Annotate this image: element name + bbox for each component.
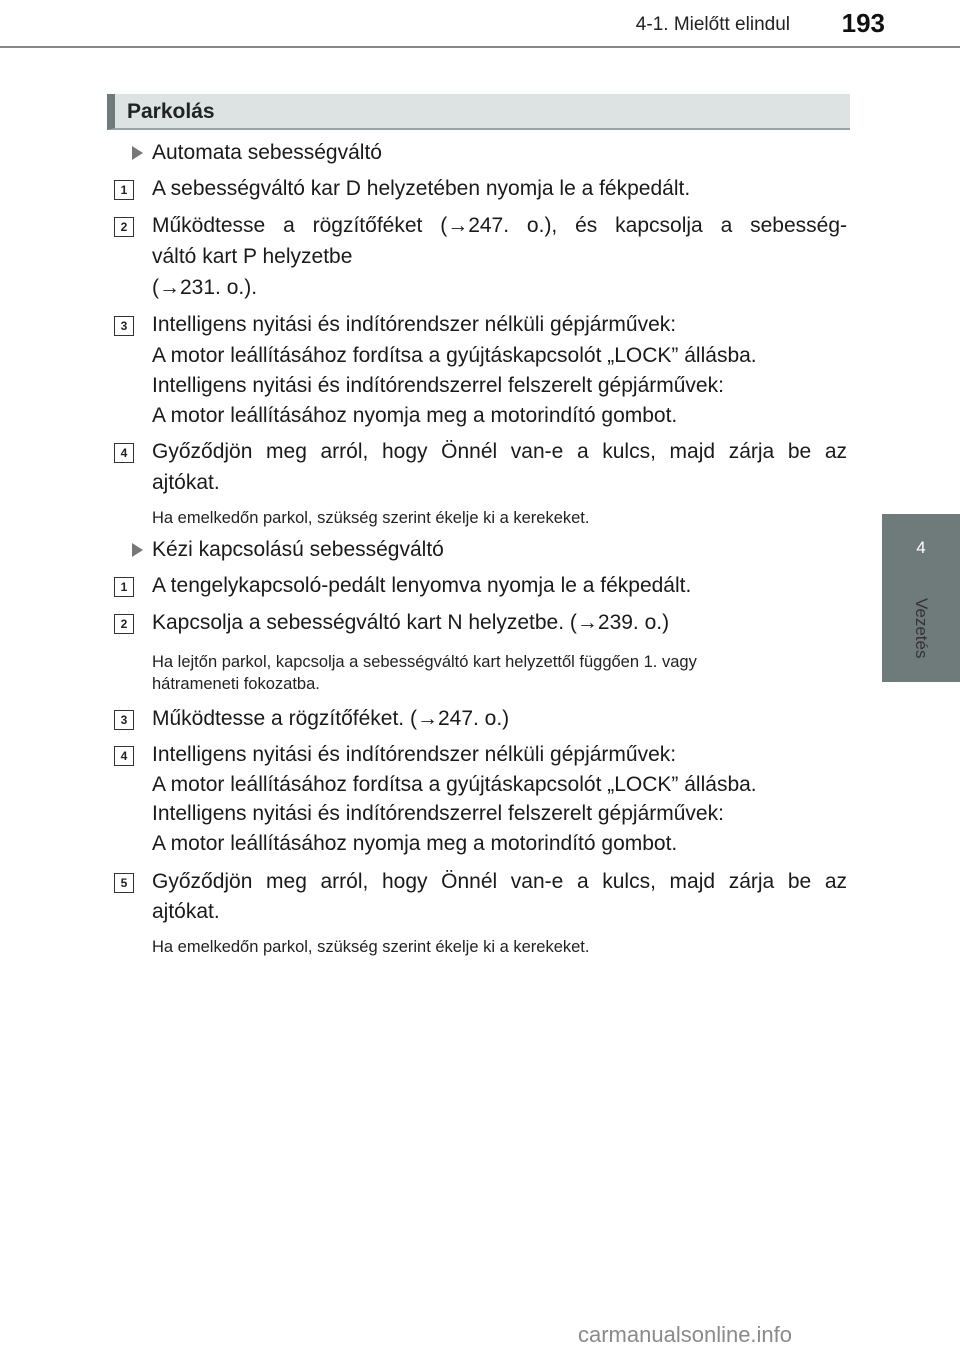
subheading-automatic: Automata sebességváltó <box>152 141 382 164</box>
step-text: Intelligens nyitási és indítórendszer nélküli gépjárművek: <box>152 743 677 766</box>
step-text: A tengelykapcsoló-pedált lenyomva nyomja le a fékpedált. <box>152 574 692 597</box>
step-text: ajtókat. <box>152 471 220 494</box>
step-text: Működtesse a rögzítőféket. (→247. o.) <box>152 707 510 730</box>
step-badge-3: 3 <box>114 710 134 730</box>
step-text: A motor leállításához nyomja meg a motorindító gombot. <box>152 832 678 855</box>
page-number: 193 <box>841 8 885 38</box>
step-text: Győződjön meg arról, hogy Önnél van-e a kulcs, majd zárja be az <box>152 870 847 893</box>
step-text: A motor leállításához nyomja meg a motorindító gombot. <box>152 404 678 427</box>
triangle-bullet-icon <box>132 146 143 160</box>
step-text: A motor leállításához fordítsa a gyújtáskapcsolót „LOCK” állásba. <box>152 344 757 367</box>
step-badge-2: 2 <box>114 217 134 237</box>
chapter-number: 4 <box>916 538 926 557</box>
triangle-bullet-icon <box>132 543 143 557</box>
note-text: Ha emelkedőn parkol, szükség szerint ékelje ki a kerekeket. <box>152 509 590 527</box>
step-text: Kapcsolja a sebességváltó kart N helyzetbe. (→239. o.) <box>152 611 670 634</box>
step-badge-4: 4 <box>114 746 134 766</box>
header-divider <box>0 46 960 48</box>
step-badge-2: 2 <box>114 614 134 634</box>
step-badge-3: 3 <box>114 316 134 336</box>
chapter-title: Vezetés <box>912 598 931 659</box>
note-text: hátrameneti fokozatba. <box>152 675 320 693</box>
step-badge-4: 4 <box>114 443 134 463</box>
note-text: Ha lejtőn parkol, kapcsolja a sebességváltó kart helyzettől függően 1. vagy <box>152 653 697 671</box>
section-title: Parkolás <box>127 100 215 123</box>
section-title-bar <box>107 94 850 130</box>
step-text: Intelligens nyitási és indítórendszerrel felszerelt gépjárművek: <box>152 802 724 825</box>
step-text: Intelligens nyitási és indítórendszerrel felszerelt gépjárművek: <box>152 374 724 397</box>
subheading-manual: Kézi kapcsolású sebességváltó <box>152 538 444 561</box>
step-text: váltó kart P helyzetbe <box>152 245 353 268</box>
step-text: Győződjön meg arról, hogy Önnél van-e a kulcs, majd zárja be az <box>152 440 847 463</box>
watermark-text: carmanualsonline.info <box>578 1322 793 1347</box>
step-text: A sebességváltó kar D helyzetében nyomja le a fékpedált. <box>152 177 691 200</box>
header-section-title: 4-1. Mielőtt elindul <box>635 14 790 35</box>
step-badge-1: 1 <box>114 180 134 200</box>
step-text: (→231. o.). <box>152 276 258 299</box>
step-text: Intelligens nyitási és indítórendszer nélküli gépjárművek: <box>152 313 677 336</box>
step-text: A motor leállításához fordítsa a gyújtáskapcsolót „LOCK” állásba. <box>152 773 757 796</box>
step-badge-1: 1 <box>114 577 134 597</box>
step-text: ajtókat. <box>152 900 220 923</box>
note-text: Ha emelkedőn parkol, szükség szerint ékelje ki a kerekeket. <box>152 938 590 956</box>
step-text: Működtesse a rögzítőféket (→247. o.), és kapcsolja a sebesség- <box>152 214 847 237</box>
step-badge-5: 5 <box>114 873 134 893</box>
